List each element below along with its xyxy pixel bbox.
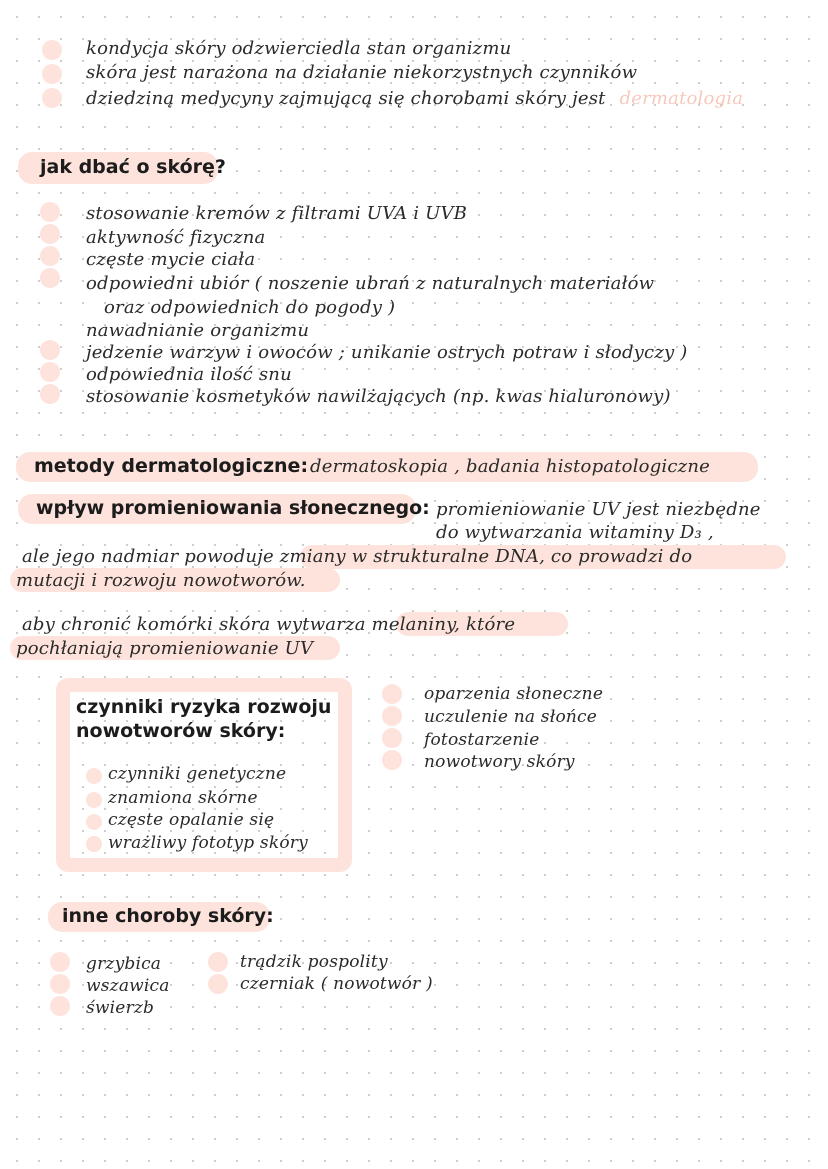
methods-text: dermatoskopia , badania histopatologiczne (310, 456, 710, 477)
care-item-4: odpowiedni ubiór ( noszenie ubrań z naturalnych materiałów (86, 273, 655, 294)
risk-bullet-4 (86, 836, 102, 852)
risk-bullet-3 (86, 814, 102, 830)
care-bullet-5 (40, 340, 60, 360)
sun-line-2: do wytwarzania witaminy D₃ , (436, 522, 714, 543)
effects-bullet-2 (382, 706, 402, 726)
care-heading: jak dbać o skórę? (40, 156, 226, 178)
care-bullet-3 (40, 246, 60, 266)
intro-line-3 (86, 88, 743, 109)
intro-bullet-2 (42, 64, 62, 84)
effects-bullet-4 (382, 750, 402, 770)
care-item-8: stosowanie kosmetyków nawilżających (np. kwas hialuronowy) (86, 386, 671, 407)
effects-item-1: oparzenia słoneczne (424, 684, 604, 704)
care-bullet-4 (40, 268, 60, 288)
other-col2-bullet-1 (208, 952, 228, 972)
risk-heading-1: czynniki ryzyka rozwoju (76, 696, 332, 718)
care-item-1: stosowanie kremów z filtrami UVA i UVB (86, 203, 468, 224)
care-bullet-7 (40, 384, 60, 404)
risk-bullet-1 (86, 768, 102, 784)
sun-heading: wpływ promieniowania słonecznego: (36, 497, 430, 519)
risk-item-4: wrażliwy fototyp skóry (108, 833, 308, 853)
care-item-5: nawadnianie organizmu (86, 320, 310, 341)
other-col2-item-2: czerniak ( nowotwór ) (240, 974, 433, 994)
risk-heading-2: nowotworów skóry: (76, 720, 286, 742)
other-heading: inne choroby skóry: (62, 905, 274, 927)
other-col1-bullet-1 (50, 952, 70, 972)
risk-bullet-2 (86, 792, 102, 808)
risk-item-2: znamiona skórne (108, 788, 258, 808)
other-col1-bullet-2 (50, 974, 70, 994)
care-item-3: częste mycie ciała (86, 249, 256, 270)
intro-bullet-3 (42, 88, 62, 108)
sun-line-4: mutacji i rozwoju nowotworów. (16, 570, 306, 591)
other-col1-item-3: świerzb (86, 998, 155, 1018)
care-bullet-6 (40, 362, 60, 382)
intro-bullet-1 (42, 40, 62, 60)
risk-item-1: czynniki genetyczne (108, 764, 287, 784)
effects-bullet-3 (382, 728, 402, 748)
intro-line-3-text: dziedziną medycyny zajmującą się chorobami skóry jest (86, 88, 606, 109)
care-item-7: odpowiednia ilość snu (86, 364, 292, 385)
sun-line-3: ale jego nadmiar powoduje zmiany w strukturalne DNA, co prowadzi do (22, 546, 693, 567)
care-item-2: aktywność fizyczna (86, 227, 266, 248)
effects-bullet-1 (382, 684, 402, 704)
sun-line-6: pochłaniają promieniowanie UV (16, 638, 314, 659)
effects-item-3: fotostarzenie (424, 730, 540, 750)
care-bullet-2 (40, 224, 60, 244)
other-col1-item-1: grzybica (86, 954, 162, 974)
care-item-6: jedzenie warzyw i owoców ; unikanie ostrych potraw i słodyczy ) (86, 342, 688, 363)
risk-item-3: częste opalanie się (108, 810, 275, 830)
sun-line-5: aby chronić komórki skóra wytwarza melaniny, które (22, 614, 516, 635)
dermatologia-highlight: dermatologia (619, 88, 744, 109)
other-col2-bullet-2 (208, 974, 228, 994)
effects-item-2: uczulenie na słońce (424, 707, 598, 727)
care-item-4b: oraz odpowiednich do pogody ) (104, 297, 396, 318)
other-col2-item-1: trądzik pospolity (240, 952, 388, 972)
other-col1-item-2: wszawica (86, 976, 170, 996)
intro-line-2: skóra jest narażona na działanie niekorzystnych czynników (86, 62, 638, 83)
effects-item-4: nowotwory skóry (424, 752, 575, 772)
methods-heading: metody dermatologiczne: (34, 455, 309, 477)
other-col1-bullet-3 (50, 996, 70, 1016)
intro-line-1: kondycja skóry odzwierciedla stan organizmu (86, 38, 512, 59)
care-bullet-1 (40, 202, 60, 222)
sun-line-1: promieniowanie UV jest niezbędne (436, 499, 761, 520)
